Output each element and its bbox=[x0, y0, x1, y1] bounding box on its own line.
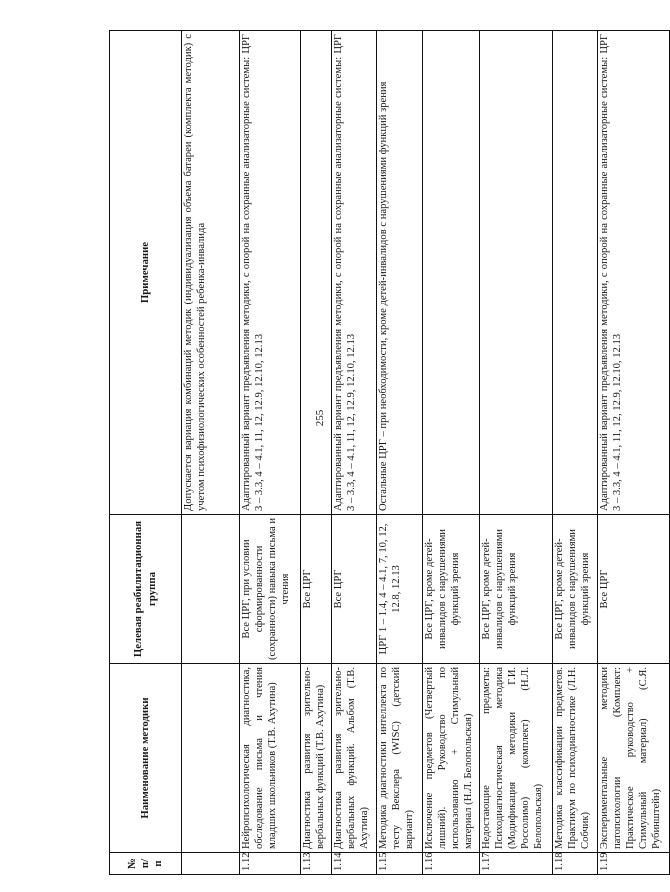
row-method-name bbox=[182, 664, 240, 853]
table-row bbox=[332, 31, 377, 875]
row-target-group: Все ЦРГ, при условии сформированности (сохранности) навыка письма и чтения bbox=[240, 515, 301, 664]
row-method-name: Исключение предметов (Четвертый лишний). Руководство по использованию + Стимульный материал (Н.Л. Белопольская) bbox=[423, 664, 480, 853]
row-method-name: Диагностика развития зрительно-вербальных функций (Т.В. Ахутина) bbox=[301, 664, 332, 853]
methods-table bbox=[109, 30, 670, 875]
row-number: 1.14 bbox=[332, 853, 377, 875]
table-row bbox=[598, 31, 670, 875]
table-row bbox=[182, 31, 240, 875]
row-note bbox=[301, 31, 332, 515]
row-target-group bbox=[182, 515, 240, 664]
row-note: Остальные ЦРГ – при необходимости, кроме детей-инвалидов с нарушениями функций зрения bbox=[377, 31, 423, 515]
rotated-document bbox=[109, 31, 662, 875]
row-number: 1.18 bbox=[553, 853, 598, 875]
header-method-name: Наименование методики bbox=[110, 664, 182, 853]
row-method-name: Диагностика развития зрительно-вербальных функций. Альбом (Т.В. Ахутина) bbox=[332, 664, 377, 853]
row-number: 1.12 bbox=[240, 853, 301, 875]
row-method-name: Нейропсихологическая диагностика, обследование письма и чтения младших школьников (Т.В. Ахутина) bbox=[240, 664, 301, 853]
row-note bbox=[480, 31, 553, 515]
row-note bbox=[553, 31, 598, 515]
header-target-group: Целевая реабилитационная группа bbox=[110, 515, 182, 664]
row-method-name: Методика классификации предметов. Практикум по психодиагностике (Л.Н. Собчик) bbox=[553, 664, 598, 853]
row-number: 1.13 bbox=[301, 853, 332, 875]
table-row bbox=[553, 31, 598, 875]
row-note bbox=[423, 31, 480, 515]
header-number-sub: п/п bbox=[138, 858, 165, 869]
row-number: 1.17 bbox=[480, 853, 553, 875]
table-row bbox=[377, 31, 423, 875]
header-note: Примечание bbox=[110, 31, 182, 515]
row-method-name: Экспериментальные методики патопсихологии (Комплект: Практическое руководство + Стимульный материал) (С.Я. Рубинштейн) bbox=[598, 664, 670, 853]
row-note: Адаптированный вариант предъявления методики, с опорой на сохранные анализаторные системы: ЦРГ 3 – 3.3, 4 – 4.1, 11, 12, 12.9, 12.10, 12.13 bbox=[598, 31, 670, 515]
table-row bbox=[240, 31, 301, 875]
row-target-group: Все ЦРГ, кроме детей-инвалидов с нарушениями функций зрения bbox=[480, 515, 553, 664]
table-row bbox=[301, 31, 332, 875]
row-number: 1.19 bbox=[598, 853, 670, 875]
row-number: 1.16 bbox=[423, 853, 480, 875]
row-method-name: Методика диагностики интеллекта по тесту Векслера (WISC) (детский вариант) bbox=[377, 664, 423, 853]
row-target-group: Все ЦРГ bbox=[332, 515, 377, 664]
table-header-row bbox=[110, 31, 182, 875]
row-target-group: Все ЦРГ bbox=[301, 515, 332, 664]
row-method-name: Недостающие предметы: Психодиагностическая методика (Модификация методики Г.И. Россолимо) (комплект) (Н.Л. Белопольская) bbox=[480, 664, 553, 853]
row-number bbox=[182, 853, 240, 875]
table-row bbox=[480, 31, 553, 875]
row-target-group: Все ЦРГ, кроме детей-инвалидов с нарушениями функций зрения bbox=[423, 515, 480, 664]
table-row bbox=[423, 31, 480, 875]
row-note: Допускается вариация комбинаций методик (индивидуализация объема батареи (комплекта методик) с учетом психофизиологических особенностей ребенка-инвалида bbox=[182, 31, 240, 515]
row-number: 1.15 bbox=[377, 853, 423, 875]
page-number: 255 bbox=[314, 409, 326, 427]
row-target-group: Все ЦРГ, кроме детей-инвалидов с нарушениями функций зрения bbox=[553, 515, 598, 664]
header-number bbox=[110, 853, 182, 875]
header-number-symbol: № bbox=[125, 858, 138, 869]
row-note: Адаптированный вариант предъявления методики, с опорой на сохранные анализаторные системы: ЦРГ 3 – 3.3, 4 – 4.1, 11, 12, 12.9, 12.10, 12.13 bbox=[240, 31, 301, 515]
row-target-group: Все ЦРГ bbox=[598, 515, 670, 664]
row-note: Адаптированный вариант предъявления методики, с опорой на сохранные анализаторные системы: ЦРГ 3 – 3.3, 4 – 4.1, 11, 12, 12.9, 12.10, 12.13 bbox=[332, 31, 377, 515]
row-target-group: ЦРГ 1 – 1.4, 4 – 4.1, 7, 10, 12, 12.8, 12.13 bbox=[377, 515, 423, 664]
